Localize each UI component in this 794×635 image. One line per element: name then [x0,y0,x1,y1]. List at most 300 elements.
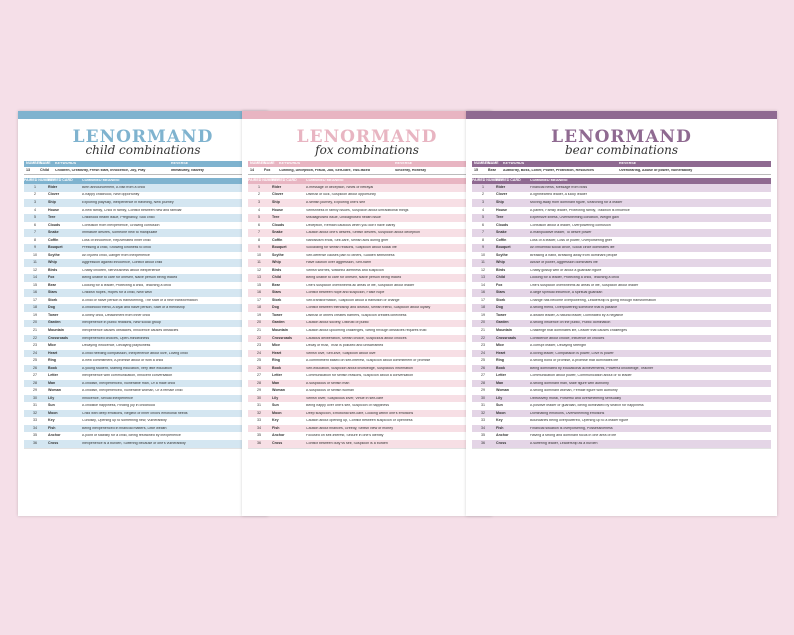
paired-number: 10 [257,252,261,257]
combined-meaning: Focused on self-interest, Secure in one's identity [306,434,384,438]
combined-meaning: Caution about finances, Greedy, Selfish view of money [306,426,394,430]
paired-number: 18 [481,305,485,310]
paired-card: Key [48,418,55,423]
paired-number: 10 [481,252,485,257]
combined-meaning: Financial situation is overpowering, Possessiveness [530,426,613,430]
paired-number: 2 [34,192,36,197]
paired-number: 30 [257,395,261,400]
paired-card: Whip [272,260,281,265]
paired-number: 6 [482,222,484,227]
paired-number: 12 [33,267,37,272]
paired-number: 23 [481,343,485,348]
combined-meaning: Expensive illness, Overwhelming condition, Weight gain [530,216,619,220]
paired-number: 6 [34,222,36,227]
paired-number: 28 [481,380,485,385]
paired-card: Woman [496,388,509,393]
combined-meaning: A strong dominant man, Male figure with authority [530,381,609,385]
combined-meaning: Dominating emotions, Overwhelming emotions [530,411,605,415]
paired-card: Fish [48,425,56,430]
paired-number: 1 [34,184,36,189]
paired-card: Birds [48,267,58,272]
combined-meaning: Caution about one's desires, Selfish desires, Suspicion about deception [306,231,420,235]
combined-meaning: Inexperience is a burden, Suffering because of one's vulnerability [82,441,186,445]
paired-card: House [496,207,507,212]
combined-meaning: Chatty children, Nervousness about inexperience [82,268,161,272]
combined-meaning: Child with deep emotions, Neglect of inner child's emotional needs [82,411,188,415]
card-reverse: Immaturity, Naivety [171,168,204,172]
paired-card: Woman [272,388,285,393]
paired-number: 16 [33,290,37,295]
combined-meaning: A young student, Starting education, Very little education [82,366,172,370]
combined-meaning: Misdiagnosed issue, Undiagnosed health issue [306,216,381,220]
paired-number: 8 [482,237,484,242]
paired-card: Book [272,365,281,370]
paired-card: House [272,207,283,212]
combined-meaning: A strong influence on the public, Public domination [530,321,611,325]
sheet-title [18,129,268,156]
paired-number: 4 [34,207,36,212]
paired-card: Mountain [496,328,512,333]
combined-meaning: One's suspicion overwhelms all areas of life, Suspicion about leader [306,283,415,287]
paired-number: 31 [33,403,37,408]
paired-card: Ring [48,358,56,363]
paired-card: Anchor [48,433,61,438]
header-name: NAME [40,161,51,166]
card-reverse: Overbearing, Abuse of power, Vulnerability [619,168,693,172]
paired-number: 3 [34,200,36,204]
combined-meaning: Loss of innocence, Rejuvenated inner child [82,238,151,242]
paired-card: Fish [496,425,504,430]
paired-card: Garden [272,320,285,325]
paired-card: Scythe [272,252,284,257]
col-paired-card: PAIRED CARD [272,178,297,183]
combined-meaning: A suffering leader, Leadership as a burden [530,441,598,445]
combined-meaning: Exploring playfully, Inexperience in traveling, New journey [82,201,174,204]
header-number: NUMBER [474,161,490,166]
paired-number: 10 [33,252,37,257]
combined-meaning: Deep suspicion, Emotional self-care, Looking within one's emotions [306,411,414,415]
paired-number: 2 [258,192,260,197]
combined-meaning: A selfish journey, Exploring one's self [306,201,365,204]
paired-card: Man [272,380,280,385]
paired-card: Coffin [272,237,283,242]
card-name: Fox [264,167,271,172]
paired-card: Mountain [48,328,64,333]
paired-number: 19 [481,312,485,317]
combined-meaning: Inexperience with communication, Innocent conversation [82,374,173,378]
combined-meaning: Confusion from inexperience, Growing confusion [82,223,160,227]
paired-card: Anchor [272,433,285,438]
card-number: 15 [474,167,478,172]
combined-meaning: A suspicious or selfish man [306,381,350,385]
paired-number: 20 [33,320,37,325]
paired-card: Letter [272,373,282,378]
combined-meaning: One's suspicion overwhelms all areas of life, Suspicion about leader [530,283,639,287]
paired-card: Sun [272,403,279,408]
paired-number: 15 [33,282,37,287]
paired-card: Child [496,275,505,280]
paired-card: Tree [272,215,280,220]
paired-number: 22 [257,335,261,340]
paired-number: 5 [34,215,36,220]
combined-meaning: Immature desires, Someone new to manipulate [82,231,158,235]
paired-card: Coffin [496,237,507,242]
paired-number: 23 [257,343,261,348]
paired-number: 13 [257,275,261,280]
paired-number: 20 [257,320,261,325]
title-sub: fox combinations [315,143,419,157]
paired-card: Clouds [496,222,509,227]
combined-meaning: Deception, Remain cautious when you don't have clarity [306,223,396,227]
combined-meaning: Aggression against innocence, Conflict about child [82,261,163,265]
paired-number: 27 [33,373,37,378]
combined-meaning: Conflict between hope and suspicion, False hope [306,291,385,295]
paired-card: Stars [48,290,57,295]
bear-combinations-sheet [466,111,777,516]
paired-card: Whip [48,260,57,265]
paired-number: 34 [257,425,261,430]
card-keywords: Cunning, Deception, Fraud, Job, Self-care, Two-faced [279,168,370,172]
paired-number: 14 [481,282,485,287]
paired-card: Dog [496,305,503,310]
combined-meaning: A message of deception, News of betrayal [306,185,374,189]
paired-number: 21 [481,328,485,333]
combined-meaning: A distant leader, A natural leader, Dominated by a negative [530,313,624,317]
paired-card: Clover [272,192,284,197]
paired-number: 17 [257,297,261,302]
combined-meaning: Self-defense causes pain to others, Sudden selfishness [306,253,395,257]
paired-card: Sun [496,403,503,408]
combined-meaning: Childish hopes, Hopes for a child, New wish [82,291,152,295]
paired-card: Snake [496,230,507,235]
combined-meaning: Self-transformation, Suspicion about a transition or change [306,298,400,302]
paired-card: Mice [496,343,504,348]
paired-card: Clover [48,192,60,197]
paired-number: 1 [482,184,484,189]
card-info-row [24,167,262,175]
header-reverse: REVERSE [619,162,637,166]
paired-number: 3 [258,200,260,204]
paired-card: Rider [272,184,282,189]
paired-number: 13 [481,275,485,280]
combined-meaning: A lonely child, Detachment from inner child [82,313,150,317]
paired-card: Mice [272,343,280,348]
paired-number: 16 [257,290,261,295]
combined-meaning: An influential social circle, Social circle dominates life [530,246,615,250]
col-paired-card: PAIRED CARD [496,178,521,183]
paired-card: Lily [272,395,279,400]
paired-card: Tower [272,312,283,317]
combined-meaning: Communication for selfish reasons, Suspicion about a conversation [306,374,414,378]
col-combined-meaning: COMBINED MEANING [306,179,344,183]
paired-card: Clouds [48,222,61,227]
paired-number: 24 [33,350,37,355]
card-number: 13 [26,167,30,172]
paired-number: 16 [481,290,485,295]
paired-card: Lily [496,395,503,400]
combined-meaning: Being unable to care for oneself, Naive person being tricked [306,276,402,280]
paired-number: 30 [33,395,37,400]
paired-number: 6 [258,222,260,227]
paired-card: Moon [48,410,58,415]
combined-meaning: A point of stability for a child, Being restrained by inexperience [82,434,181,438]
paired-card: Anchor [496,433,509,438]
paired-card: Bouquet [272,245,287,250]
paired-card: Garden [496,320,509,325]
combined-meaning: A childish, Inexperienced, Vulnerable woman, Or a female child [82,389,183,393]
combined-meaning: A strong friend, Overpowering someone that is passive [530,306,618,310]
combined-meaning: A loving leader, Compassion is power, Love is power [530,351,614,355]
col-paired-number: PAIRED NUMBER [24,178,55,183]
paired-number: 9 [34,245,36,250]
combined-meaning: Challenge that dominates life, Leader that causes challenges [530,329,628,333]
paired-number: 4 [258,207,260,212]
paired-number: 1 [258,184,260,189]
sheet-top-bar [466,111,777,119]
paired-number: 11 [33,260,37,265]
paired-number: 34 [33,425,37,430]
paired-number: 20 [481,320,485,325]
title-sub: bear combinations [565,143,678,157]
paired-number: 4 [482,207,484,212]
combined-meaning: Pressing a child, Showing kindness to child [82,246,151,250]
header-name: NAME [264,161,275,166]
combined-meaning: Being dominated by educational achievements, Powerful knowledge, Teacher [530,366,654,370]
paired-card: Sun [48,403,55,408]
combined-meaning: Looking for a leader, Protecting a child, Teaching a child [530,276,619,280]
paired-number: 31 [481,403,485,408]
title-main: LENORMAND [296,127,438,147]
paired-number: 24 [257,350,261,355]
paired-card: Stork [496,297,506,302]
paired-number: 36 [33,440,37,445]
paired-number: 26 [481,365,485,370]
paired-card: Letter [48,373,58,378]
paired-card: Book [48,365,57,370]
combined-meaning: Caution about opening up, Conflict between suspicion or openness [306,419,413,423]
card-reverse: Sincerity, Honesty [395,168,427,172]
combined-meaning: Birth announcement, A visit from a child [82,185,145,189]
paired-number: 11 [481,260,485,265]
paired-number: 11 [257,260,261,265]
paired-number: 19 [257,312,261,317]
paired-number: 27 [481,373,485,378]
paired-number: 33 [257,418,261,423]
paired-number: 27 [257,373,261,378]
paired-card: Woman [48,388,61,393]
combined-meaning: Innocence, Sexual inexperience [82,396,133,400]
combined-meaning: A childhood friend, A loyal and naive person, Start of a friendship [82,306,185,310]
combined-meaning: Inexperience causes obstacles, Innocence causes obstacles [82,329,179,333]
combined-meaning: Conflict between duty vs self, Suspicion is a burden [306,441,388,445]
paired-card: Tower [496,312,507,317]
paired-card: Ring [496,358,504,363]
paired-card: Bouquet [496,245,511,250]
paired-number: 15 [257,282,261,287]
paired-card: Bear [272,282,280,287]
paired-card: Stars [272,290,281,295]
paired-card: Scythe [496,252,508,257]
paired-card: Stork [48,297,58,302]
paired-card: Clouds [272,222,285,227]
combined-meaning: A strong dominant woman, Female figure with authority [530,389,618,393]
paired-card: Fox [48,275,55,280]
paired-number: 34 [481,425,485,430]
paired-number: 9 [258,245,260,250]
paired-number: 32 [257,410,261,415]
combined-meaning: Loss of a leader, Loss of power, Overpowering grief [530,238,612,242]
combined-meaning: Socializing for selfish reasons, Suspicion about social life [306,246,397,250]
paired-number: 32 [481,410,485,415]
combined-meaning: Being happy over one's self, Suspicion of happiness [306,404,389,408]
paired-card: Moon [496,410,506,415]
combined-meaning: A childlike happiness, Finding joy in childhood [82,404,155,408]
paired-card: Cross [272,440,283,445]
table-row [472,440,771,449]
paired-number: 29 [481,388,485,393]
paired-number: 26 [33,365,37,370]
paired-card: Crossroads [496,335,516,340]
paired-card: Letter [496,373,506,378]
paired-card: Key [272,418,279,423]
paired-number: 30 [481,395,485,400]
paired-card: Garden [48,320,61,325]
paired-number: 12 [257,267,261,272]
paired-card: Book [496,365,505,370]
paired-card: Moon [272,410,282,415]
combined-meaning: Decaying innocence, Decaying playfulness [82,344,151,348]
card-name: Child [40,167,49,172]
sheet-title [242,129,492,156]
paired-number: 23 [33,343,37,348]
paired-number: 17 [481,297,485,302]
paired-card: Ship [272,200,280,204]
card-name: Bear [488,167,496,172]
header-name: NAME [488,161,499,166]
combined-meaning: A parent, Family leader, Protecting family, Tradition is influence [530,208,630,212]
paired-card: Fox [496,282,503,287]
paired-card: Stork [272,297,282,302]
combined-meaning: Distrust of others creates barriers, Suspicion creates loneliness [306,313,407,317]
paired-number: 31 [257,403,261,408]
paired-number: 5 [258,215,260,220]
card-info-row [248,167,486,175]
paired-number: 22 [33,335,37,340]
paired-number: 8 [258,237,260,242]
col-paired-card: PAIRED CARD [48,178,73,183]
paired-card: Heart [48,350,58,355]
paired-number: 19 [33,312,37,317]
paired-number: 28 [257,380,261,385]
paired-number: 7 [34,230,36,235]
card-number: 14 [250,167,254,172]
combined-meaning: Decay of trust, Trust is polluted and unwarranted [306,344,384,348]
combined-meaning: Caution about society, Distrust of public [306,321,369,325]
combined-meaning: Being unable to care for oneself, Naive person being tricked [82,276,178,280]
paired-card: Heart [496,350,506,355]
combined-meaning: Selfish love, Self-love, Suspicion about love [306,351,376,355]
combined-meaning: Caution about upcoming challenges, Sifting through obstacles requires trust [306,329,427,333]
combined-meaning: A large spiritual influence, A spiritual guardian [530,291,603,295]
paired-card: Ship [496,200,504,204]
paired-card: Birds [272,267,282,272]
combined-meaning: Self-education, Suspicion about knowledge, Suspicious information [306,366,413,370]
combined-meaning: Having a strong and dominant focus in one area of life [530,434,617,438]
card-keywords: Authority, Boss, Loner, Power, Protection, Resources [503,168,594,172]
combined-meaning: Conflict between friendship and distrust, Selfish friend, Suspicion about loyalty [306,306,431,310]
paired-card: Rider [496,184,506,189]
combined-meaning: Inexperience in public relations, New social group [82,321,161,325]
header-number: NUMBER [26,161,42,166]
header-keywords: KEYWORDS [503,162,525,166]
paired-card: Cross [496,440,507,445]
combined-meaning: Obtrusively moral, Powerful and overwhelming sensuality [530,396,622,400]
paired-number: 8 [34,237,36,242]
col-paired-number: PAIRED NUMBER [248,178,279,183]
paired-card: Rider [48,184,58,189]
header-reverse: REVERSE [171,162,189,166]
sheet-top-bar [242,111,492,119]
paired-number: 28 [33,380,37,385]
paired-card: Fish [272,425,280,430]
paired-card: Man [48,380,56,385]
paired-number: 25 [33,358,37,363]
combined-meaning: Breaking a habit, Breaking away from dominant people [530,253,618,257]
title-main: LENORMAND [551,127,692,147]
paired-card: Scythe [48,252,60,257]
paired-card: Stars [496,290,505,295]
paired-number: 35 [257,433,261,438]
paired-card: Bear [48,282,56,287]
header-keywords: KEYWORDS [279,162,301,166]
combined-meaning: A childish, Inexperienced, Vulnerable man, Or a male child [82,381,175,385]
combined-meaning: Curiosity, Opening up to something new, Vulnerability [82,419,167,423]
sheet-top-bar [18,111,268,119]
combined-meaning: An injured child, Danger from inexperience [82,253,150,257]
combined-meaning: A commitment based on self-interest, Suspicion about commitment or promise [306,359,431,363]
paired-card: Mice [48,343,56,348]
paired-card: Heart [272,350,282,355]
paired-number: 7 [258,230,260,235]
card-keywords: Children, Creativity, Fresh start, Innocence, Joy, Play [55,168,146,172]
combined-meaning: A happy childhood, New opportunity [82,193,140,197]
sheet-title [466,129,777,156]
col-combined-meaning: COMBINED MEANING [82,179,120,183]
paired-card: Dog [48,305,55,310]
paired-card: Whip [496,260,505,265]
combined-meaning: Chatty gossip with or about a guardian figure [530,268,602,272]
paired-number: 33 [481,418,485,423]
title-sub: child combinations [85,143,201,157]
combined-meaning: A manipulative leader, To desire power [530,231,592,235]
combined-meaning: A child needing compassion, Inexperience about love, Loving child [82,351,188,355]
combined-meaning: Looking for a leader, Protecting a child, Teaching a child [82,283,171,287]
combined-meaning: Boundaries being overpowered, Opening up to a leader figure [530,419,629,423]
combined-meaning: Change has become overpowering, Leadership is going through transformation [530,298,657,302]
paired-number: 22 [481,335,485,340]
combined-meaning: Communication about power, Communication about or to leader [530,374,632,378]
combined-meaning: A new family, Child in family, Conflict between new and familiar [82,208,182,212]
combined-meaning: Being inexperienced in financial matters, Little wealth [82,426,167,430]
paired-number: 18 [33,305,37,310]
paired-card: Dog [272,305,279,310]
paired-number: 5 [482,215,484,220]
card-info-row [472,167,771,175]
paired-number: 33 [33,418,37,423]
combined-meaning: A corrupt leader, Decaying strength [530,344,587,348]
header-number: NUMBER [250,161,266,166]
paired-number: 7 [482,230,484,235]
